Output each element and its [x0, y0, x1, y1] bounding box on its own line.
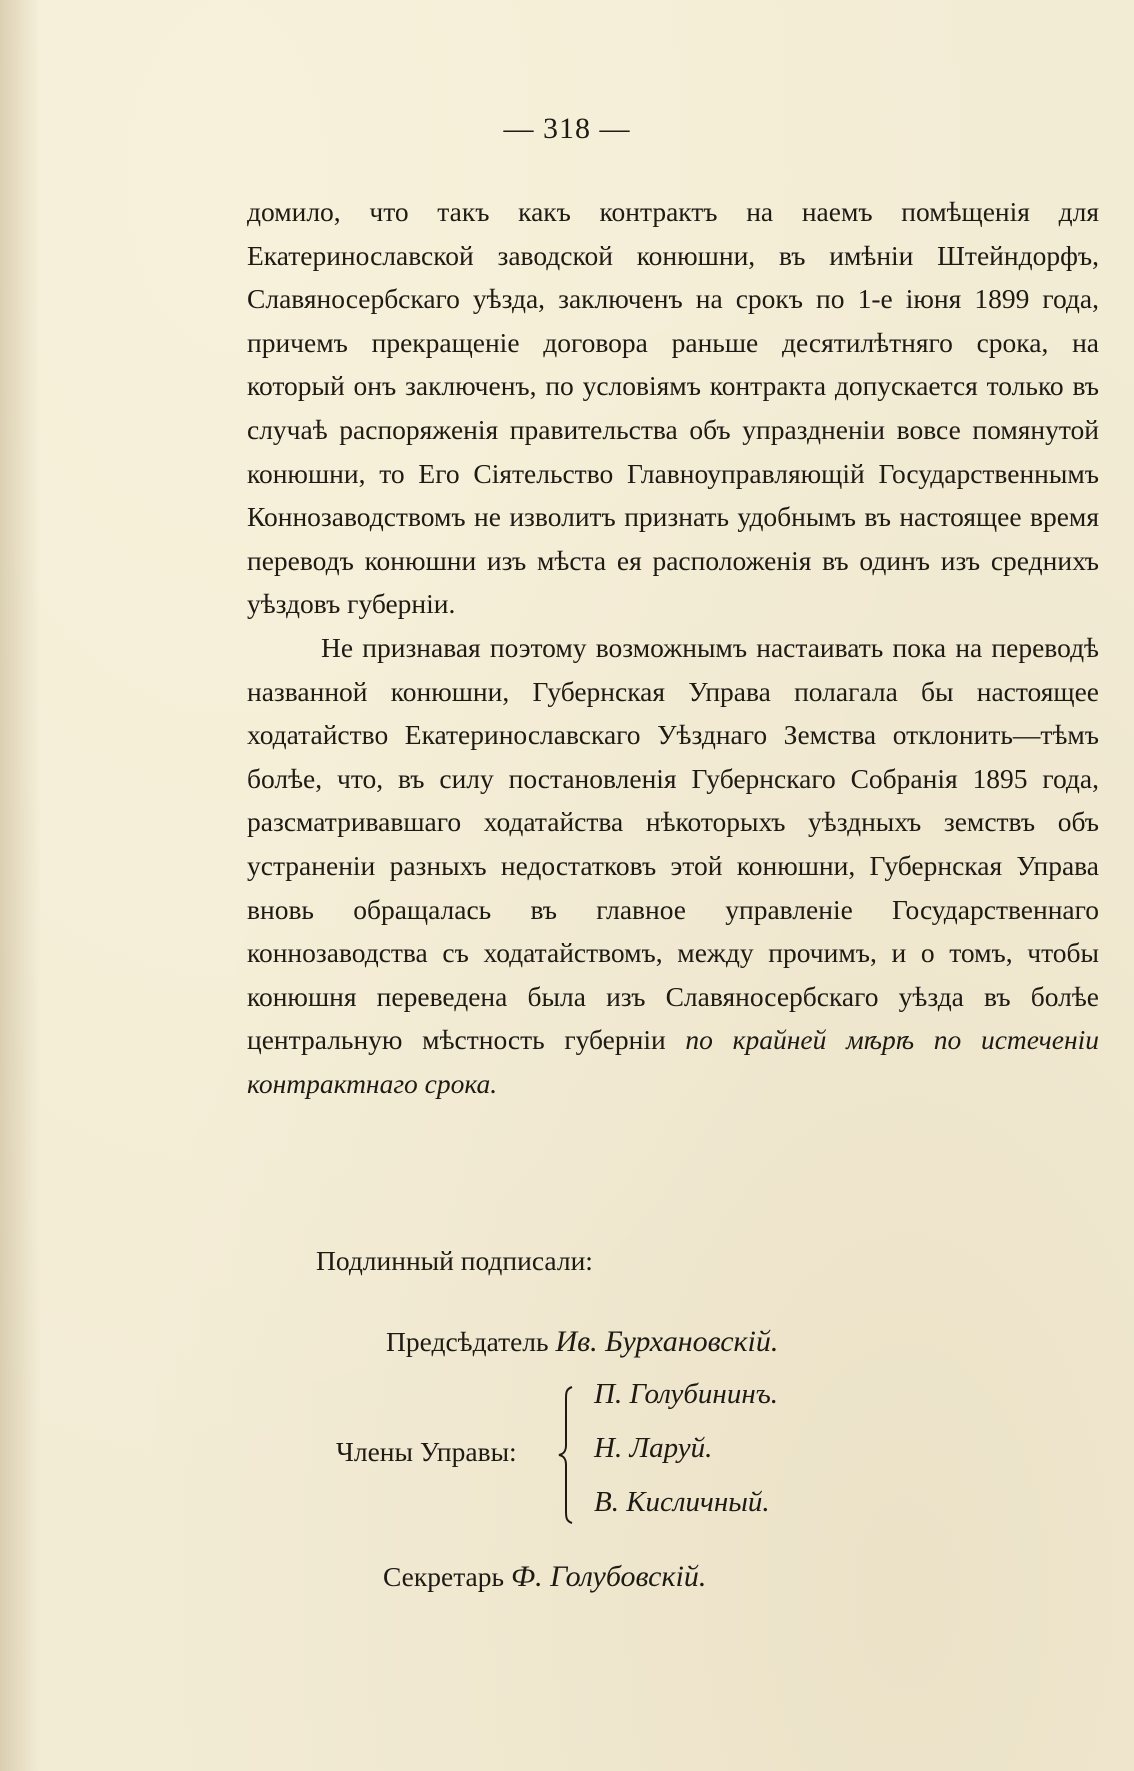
secretary-line [383, 1560, 706, 1594]
chairman-title: Предсѣдатель [386, 1326, 549, 1357]
member-signature-3: В. Кисличный. [594, 1486, 770, 1518]
secretary-signature: Ф. Голубовскій. [510, 1560, 707, 1593]
member-signature-1: П. Голубининъ. [594, 1378, 779, 1410]
paragraph-2-text: Не признавая поэтому возможнымъ настаивать пока на переводѣ названной конюшни, Губернская Управа полагала бы настоящее ходатайство Екатеринославскаго Уѣзднаго Земства отклонить—тѣмъ болѣе, что, въ силу постановленія Губернскаго Собранія 1895 года, разсматривавшаго ходатайства нѣкоторыхъ уѣздныхъ земствъ объ устраненіи разныхъ недостатковъ этой конюшни, Губернская Управа вновь обращалась въ главное управленіе Государственнаго коннозаводства съ ходатайствомъ, между прочимъ, и о томъ, чтобы конюшня переведена была изъ Славяносербскаго уѣзда въ болѣе центральную мѣстность губерніи [247, 631, 1099, 1056]
page-edge-shadow [0, 0, 40, 1771]
curly-brace-icon [556, 1385, 576, 1525]
member-signature-2: Н. Ларуй. [594, 1432, 713, 1464]
page-number: — 318 — [503, 112, 631, 145]
body-text [247, 190, 1099, 1105]
paragraph-2-italic: по крайней мѣрѣ по истеченіи контрактнаго срока. [247, 1024, 1099, 1099]
chairman-line [386, 1325, 778, 1359]
members-label: Члены Управы: [336, 1436, 517, 1467]
paragraph-2 [247, 626, 1099, 1106]
signed-header: Подлинный подписали: [316, 1245, 593, 1276]
paragraph-1: домило, что такъ какъ контрактъ на наемъ помѣщенія для Екатеринославской заводской конюшни, въ имѣніи Штейндорфъ, Славяносербскаго уѣзда, заключенъ на срокъ по 1-е іюня 1899 года, причемъ прекращеніе договора раньше десятилѣтняго срока, на который онъ заключенъ, по условіямъ контракта допускается только въ случаѣ распоряженія правительства объ упраздненіи вовсе помянутой конюшни, то Его Сіятельство Главноуправляющій Государственнымъ Коннозаводствомъ не изволитъ признать удобнымъ въ настоящее время переводъ конюшни изъ мѣста ея расположенія въ одинъ изъ среднихъ уѣздовъ губерніи. [247, 196, 1099, 620]
secretary-title: Секретарь [383, 1561, 505, 1592]
chairman-signature: Ив. Бурхановскій. [555, 1325, 779, 1358]
